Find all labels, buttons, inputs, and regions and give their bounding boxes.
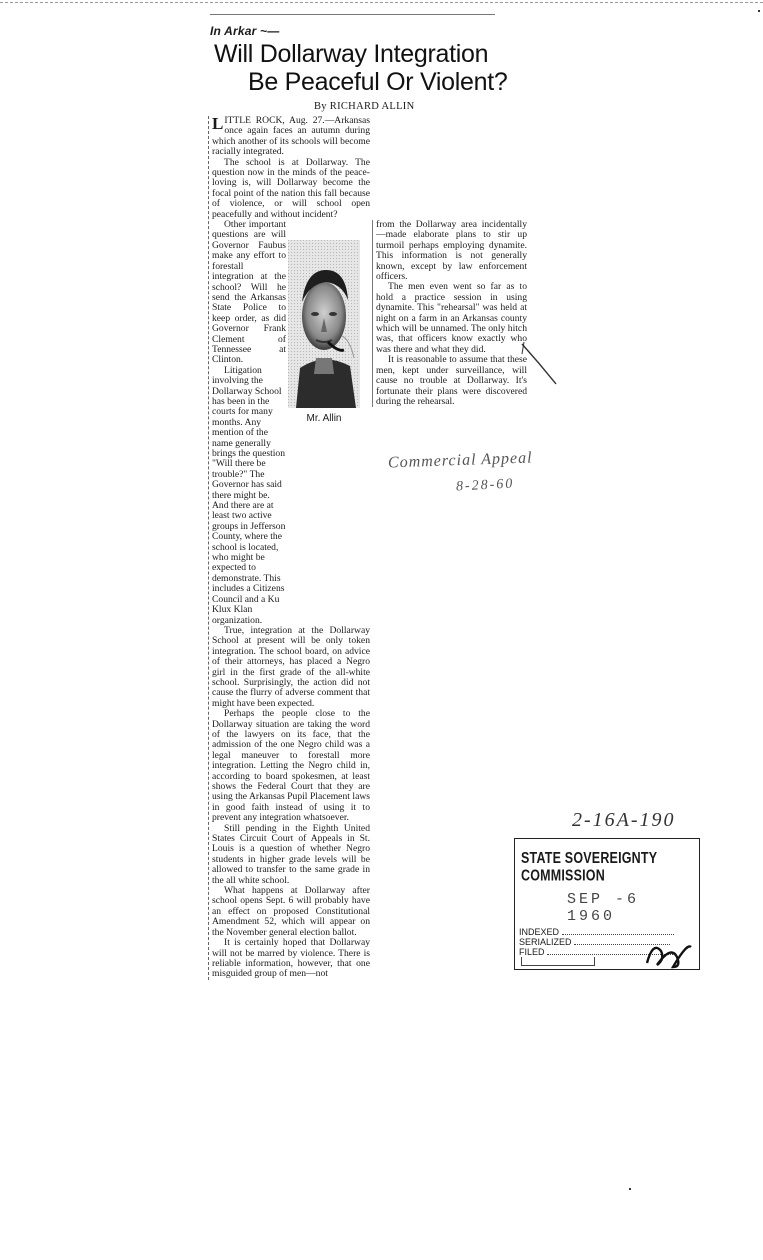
signature-icon (643, 937, 695, 969)
pen-mark-icon (520, 340, 560, 390)
paragraph: from the Dollarway area incidentally—made elaborate plans to stir up turmoil perhaps employing dynamite. This information is not generally known, except by law enforcement officers. (376, 219, 527, 283)
stamp-date: SEP -6 1960 (567, 891, 640, 925)
stamp-row-indexed: INDEXED (519, 927, 674, 937)
paragraph: LITTLE ROCK, Aug. 27.—Arkansas once again faces an autumn during which another of its schools will become racially integrated. (212, 114, 370, 158)
paragraph: What happens at Dollarway after school opens Sept. 6 will probably have an effect on proposed Constitutional Amendment 52, which will appear on the November general election ballot. (212, 885, 370, 938)
commission-stamp (514, 838, 700, 970)
stamp-box (521, 957, 595, 966)
paragraph: It is reasonable to assume that these men, kept under surveillance, will cause no trouble at Dollarway. It's fortunate their plans were discovered during the rehearsal. (376, 354, 527, 407)
headline (214, 40, 507, 96)
paragraph: True, integration at the Dollarway School at present will be only token integration. The school board, on advice of their attorneys, has placed a Negro girl in the first grade of the all-white school. Surprisingly, the action did not cause the flurry of adverse comment that might have been expected. (212, 624, 370, 709)
byline: By RICHARD ALLIN (314, 101, 415, 112)
paragraph: Other important questions are will Governor Faubus make any effort to forestall integration at the school? Will he send the Arkansas State Police to keep order, as did Governor Frank Clement of Tennessee at Clinton. (212, 219, 286, 366)
handwritten-date: 8-28-60 (455, 476, 515, 495)
page-top-edge (0, 2, 763, 3)
column-2 (372, 220, 527, 407)
file-number: 2-16A-190 (572, 809, 676, 831)
speck (629, 1188, 631, 1190)
handwritten-source: Commercial Appeal (387, 449, 533, 472)
stamp-row-serialized: SERIALIZED (519, 937, 674, 947)
speck (758, 10, 760, 12)
headline-line-2: Be Peaceful Or Violent? (248, 68, 508, 96)
kicker: In Arkar ~— (210, 24, 280, 38)
stamp-title: STATE SOVEREIGNTY COMMISSION (521, 849, 658, 884)
author-photo (288, 240, 360, 408)
stamp-row-filed: FILED (519, 947, 674, 957)
portrait-image (288, 240, 360, 408)
clipping-top-rule (210, 14, 495, 15)
paragraph: Still pending in the Eighth United States Circuit Court of Appeals in St. Louis is a question of whether Negro students in higher grade levels will be allowed to transfer to the same grade in the all white school. (212, 822, 370, 886)
photo-caption: Mr. Allin (306, 413, 342, 424)
paragraph: It is certainly hoped that Dollarway will not be marred by violence. There is reliable information, however, that one misguided group of men—not (212, 937, 370, 980)
headline-line-1: Will Dollarway Integration (214, 40, 489, 68)
paragraph: The school is at Dollarway. The question now in the minds of the peace-loving is, will Dollarway become the focal point of the nation this fall because of violence, or will school open peacefully and without incident? (212, 156, 370, 220)
drop-cap: L (212, 114, 224, 133)
paragraph: Litigation involving the Dollarway School has been in the courts for many months. Any mention of the name generally brings the question "Will there be trouble?" The Governor has said there might be. And there are at least two active groups in Jefferson County, where the school is located, who might be expected to demonstrate. This includes a Citizens Council and a Ku Klux Klan organization. (212, 364, 286, 626)
paragraph: Perhaps the people close to the Dollarway situation are taking the word of the lawyers on its face, that the admission of the one Negro child was a legal maneuver to forestall more integration. Letting the Negro child in, according to board spokesmen, at least shows the Federal Court that they are using the Arkansas Pupil Placement laws in good faith instead of using it to prevent any integration whatsoever. (212, 708, 370, 824)
paragraph: The men even went so far as to hold a practice session in using dynamite. This "rehearsal" was held at night on a farm in an Arkansas county which will be unnamed. The only hitch was, that officers know exactly who was there and what they did. (376, 281, 527, 355)
